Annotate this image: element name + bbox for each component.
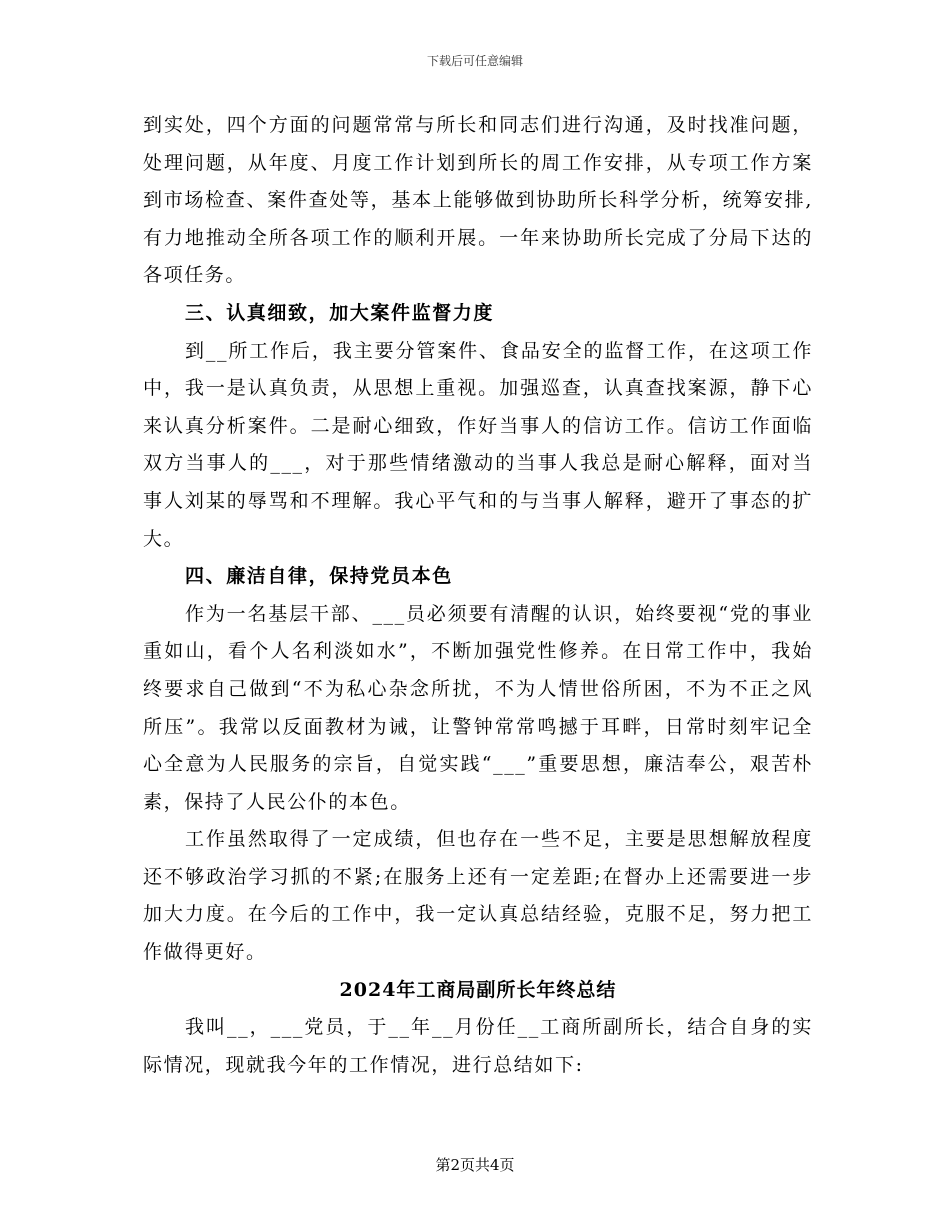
document-title: 2024年工商局副所长年终总结: [339, 978, 617, 1001]
paragraph-4: 工作虽然取得了一定成绩，但也存在一些不足，主要是思想解放程度还不够政治学习抓的不紧;在服务上还有一定差距;在督办上还需要进一步加大力度。在今后的工作中，我一定认真总结经验，克服不足，努力把工作做得更好。: [143, 828, 813, 964]
page-number: 第2页共4页: [435, 1156, 515, 1174]
section-heading-4: 四、廉洁自律，保持党员本色: [185, 565, 453, 588]
paragraph-5: 我叫__，___党员，于__年__月份任__工商所副所长，结合自身的实际情况，现就我今年的工作情况，进行总结如下:: [143, 1016, 813, 1076]
page-header: 下载后可任意编辑: [426, 54, 523, 68]
document-body: [143, 107, 813, 1084]
section-heading-3: 三、认真细致，加大案件监督力度: [185, 301, 495, 324]
paragraph-2: 到__所工作后，我主要分管案件、食品安全的监督工作，在这项工作中，我一是认真负责，从思想上重视。加强巡查，认真查找案源，静下心来认真分析案件。二是耐心细致，作好当事人的信访工作。信访工作面临双方当事人的___，对于那些情绪激动的当事人我总是耐心解释，面对当事人刘某的辱骂和不理解。我心平气和的与当事人解释，避开了事态的扩大。: [143, 339, 813, 550]
paragraph-3: 作为一名基层干部、___员必须要有清醒的认识，始终要视“党的事业重如山，看个人名利淡如水”，不断加强党性修养。在日常工作中，我始终要求自己做到“不为私心杂念所扰，不为人情世俗所困，不为不正之风所压”。我常以反面教材为诫，让警钟常常鸣撼于耳畔，日常时刻牢记全心全意为人民服务的宗旨，自觉实践“___”重要思想，廉洁奉公，艰苦朴素，保持了人民公仆的本色。: [143, 602, 813, 813]
paragraph-1: 到实处，四个方面的问题常常与所长和同志们进行沟通，及时找准问题，处理问题，从年度、月度工作计划到所长的周工作安排，从专项工作方案到市场检查、案件查处等，基本上能够做到协助所长科学分析，统筹安排,有力地推动全所各项工作的顺利开展。一年来协助所长完成了分局下达的各项任务。: [143, 114, 813, 287]
